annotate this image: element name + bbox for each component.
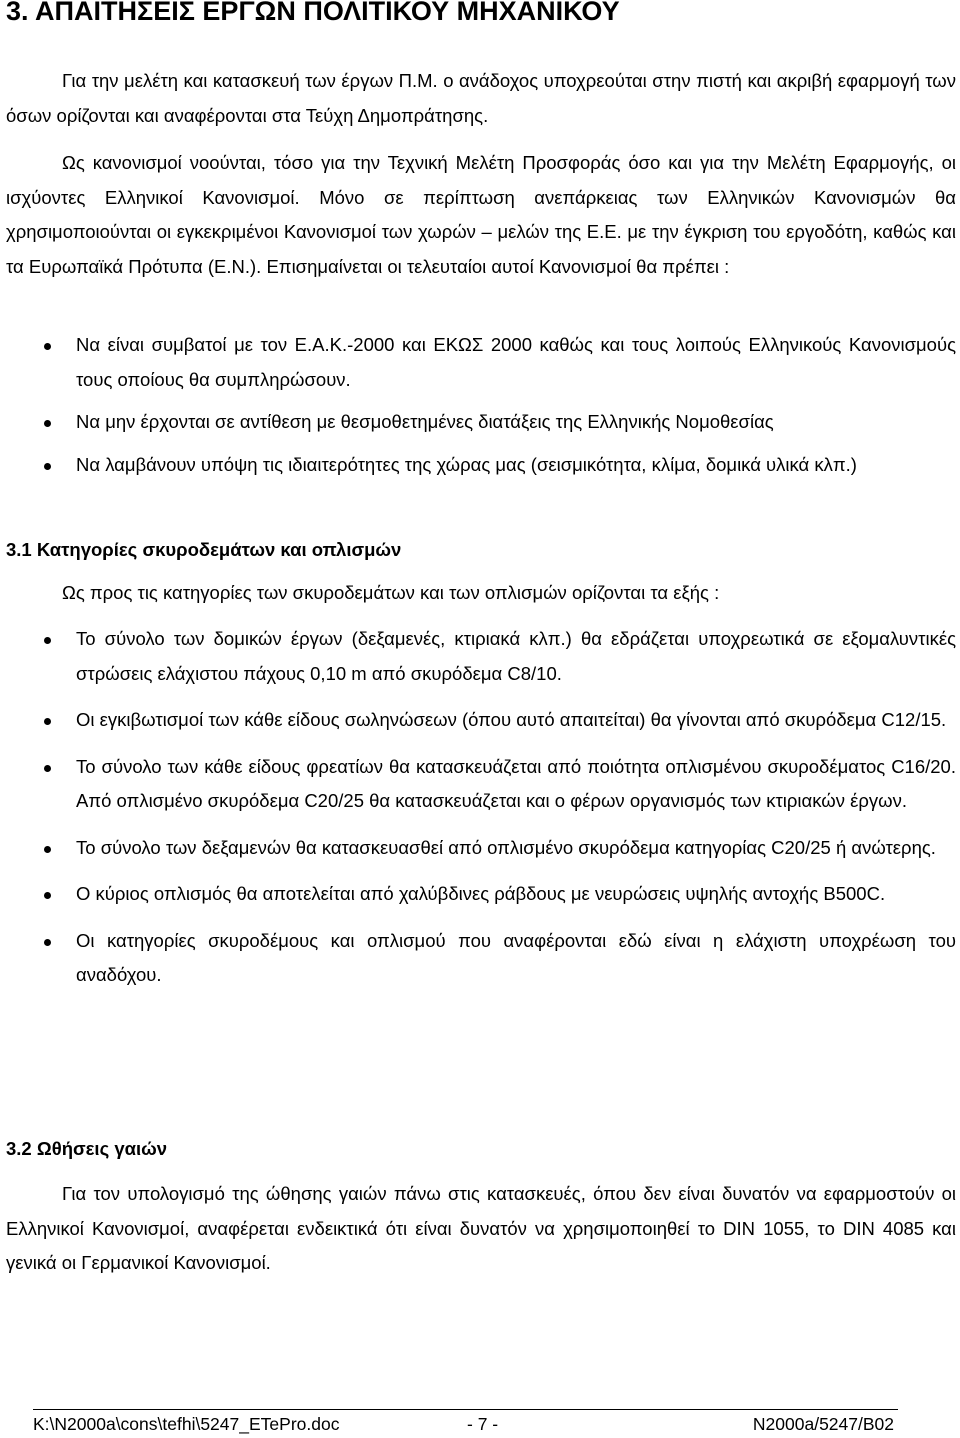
bullet-icon [44, 637, 51, 644]
list-item [6, 448, 956, 483]
footer-page-number: - 7 - [467, 1414, 499, 1434]
bullet-icon [44, 892, 51, 899]
list-item-text: Το σύνολο των δεξαμενών θα κατασκευασθεί από οπλισμένο σκυρόδεμα κατηγορίας C20/25 ή ανώτερης. [76, 836, 936, 858]
list-item [6, 877, 956, 912]
section-3-2-text: Για τον υπολογισμό της ώθησης γαιών πάνω στις κατασκευές, όπου δεν είναι δυνατόν να εφαρμοστούν οι Ελληνικοί Κανονισμοί, αναφέρεται ενδεικτικά ότι είναι δυνατόν να χρησιμοποιηθεί το DIN 1055, το DIN 4085 και γενικά οι Γερμανικοί Κανονισμοί. [6, 1183, 956, 1273]
bullet-icon [44, 463, 51, 470]
list-item [6, 328, 956, 397]
list-item [6, 924, 956, 993]
bullet-icon [44, 420, 51, 427]
list-item-text: Ο κύριος οπλισμός θα αποτελείται από χαλύβδινες ράβδους με νευρώσεις υψηλής αντοχής B500C. [76, 883, 886, 904]
page-footer [33, 1409, 898, 1438]
list-item [6, 622, 956, 691]
list-item [6, 750, 956, 819]
list-item [6, 405, 956, 440]
list-item-text: Να μην έρχονται σε αντίθεση με θεσμοθετημένες διατάξεις της Ελληνικής Νομοθεσίας [76, 411, 774, 432]
list-item-text: Το σύνολο των κάθε είδους φρεατίων θα κατασκευάζεται από ποιότητα οπλισμένου σκυροδέματος C16/20. Από οπλισμένο σκυρόδεμα C20/25 θα κατασκευάζεται και ο φέρων οργανισμός των κτιριακών έργων. [76, 755, 956, 811]
bullet-icon [44, 343, 51, 350]
concrete-categories-list [6, 622, 956, 993]
page-heading: 3. ΑΠΑΙΤΗΣΕΙΣ ΕΡΓΩΝ ΠΟΛΙΤΙΚΟΥ ΜΗΧΑΝΙΚΟΥ [6, 0, 620, 26]
footer-file-path: K:\N2000a\cons\tefhi\5247_ETePro.doc [33, 1414, 340, 1434]
bullet-icon [44, 939, 51, 946]
list-item-text: Οι εγκιβωτισμοί των κάθε είδους σωληνώσεων (όπου αυτό απαιτείται) θα γίνονται από σκυρόδεμα C12/15. [76, 709, 947, 730]
footer-doc-code: N2000a/5247/B02 [752, 1414, 894, 1434]
bullet-icon [44, 718, 51, 725]
regulations-paragraph: Ως κανονισμοί νοούνται, τόσο για την Τεχνική Μελέτη Προσφοράς όσο και για την Μελέτη Εφαρμογής, οι ισχύοντες Ελληνικοί Κανονισμοί. Μόνο σε περίπτωση ανεπάρκειας των Ελληνικών Κανονισμών θα χρησιμοποιούνται οι εγκεκριμένοι Κανονισμοί των χωρών – μελών της Ε.Ε. με την έγκριση του εργοδότη, καθώς και τα Ευρωπαϊκά Πρότυπα (Ε.Ν.). Επισημαίνεται οι τελευταίοι αυτοί Κανονισμοί θα πρέπει : [6, 152, 956, 277]
list-item-text: Οι κατηγορίες σκυροδέμους και οπλισμού που αναφέρονται εδώ είναι η ελάχιστη υποχρέωση του αναδόχου. [76, 929, 956, 985]
section-3-2-title: 3.2 Ωθήσεις γαιών [6, 1138, 168, 1159]
list-item-text: Το σύνολο των δομικών έργων (δεξαμενές, κτιριακά κλπ.) θα εδράζεται υποχρεωτικά σε εξομαλυντικές στρώσεις ελάχιστου πάχους 0,10 m από σκυρόδεμα C8/10. [76, 628, 956, 684]
intro-paragraph: Για την μελέτη και κατασκευή των έργων Π.Μ. ο ανάδοχος υποχρεούται στην πιστή και ακριβή εφαρμογή των όσων ορίζονται και αναφέρονται στα Τεύχη Δημοπράτησης. [6, 70, 956, 126]
bullet-icon [44, 846, 51, 853]
regulation-requirements-list [6, 328, 956, 482]
list-item-text: Να είναι συμβατοί με τον Ε.Α.Κ.-2000 και ΕΚΩΣ 2000 καθώς και τους λοιπούς Ελληνικούς Κανονισμούς τους οποίους θα συμπληρώσουν. [76, 334, 956, 390]
bullet-icon [44, 765, 51, 772]
list-item [6, 831, 956, 866]
list-item [6, 703, 956, 738]
section-3-1-intro: Ως προς τις κατηγορίες των σκυροδεμάτων και των οπλισμών ορίζονται τα εξής : [62, 582, 720, 603]
list-item-text: Να λαμβάνουν υπόψη τις ιδιαιτερότητες της χώρας μας (σεισμικότητα, κλίμα, δομικά υλικά κλπ.) [76, 453, 857, 475]
section-3-1-title: 3.1 Κατηγορίες σκυροδεμάτων και οπλισμών [6, 539, 402, 560]
